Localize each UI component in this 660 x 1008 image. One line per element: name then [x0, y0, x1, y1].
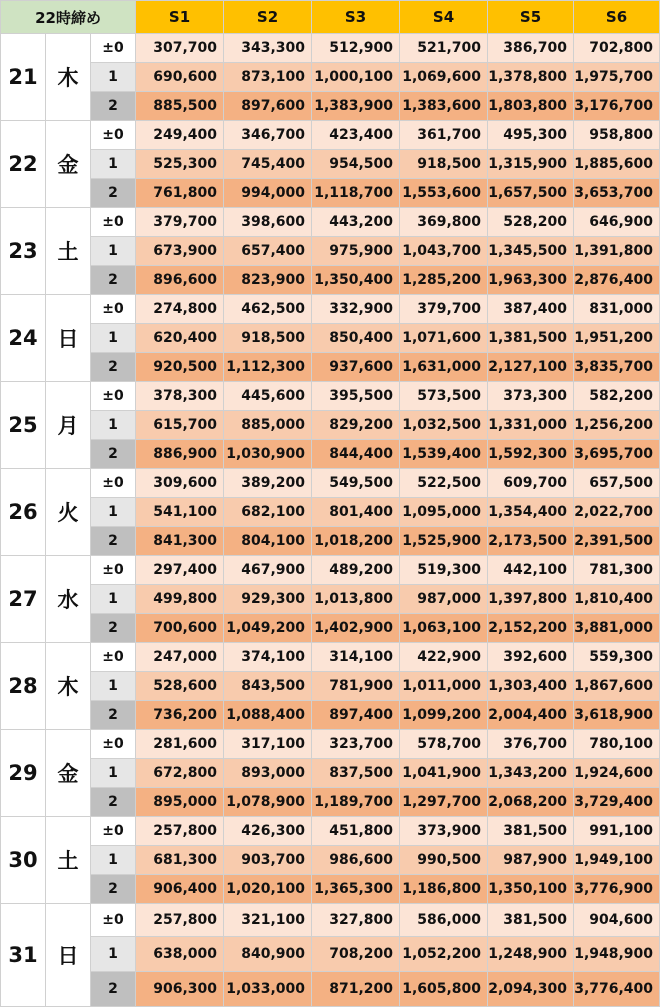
- value-cell-s3: 954,500: [312, 150, 400, 179]
- value-cell-s5: 1,592,300: [488, 440, 574, 469]
- value-cell-s6: 1,949,100: [574, 846, 660, 875]
- value-cell-s4: 578,700: [400, 730, 488, 759]
- value-cell-s3: 1,350,400: [312, 266, 400, 295]
- value-cell-s5: 1,803,800: [488, 92, 574, 121]
- value-cell-s4: 1,011,000: [400, 672, 488, 701]
- value-cell-s4: 1,539,400: [400, 440, 488, 469]
- value-cell-s2: 426,300: [224, 817, 312, 846]
- value-cell-s3: 844,400: [312, 440, 400, 469]
- tier-label: ±0: [91, 469, 136, 498]
- value-cell-s2: 897,600: [224, 92, 312, 121]
- table-row: [1, 469, 660, 498]
- value-cell-s6: 582,200: [574, 382, 660, 411]
- value-cell-s4: 1,041,900: [400, 759, 488, 788]
- tier-label: 1: [91, 672, 136, 701]
- value-cell-s1: 885,500: [136, 92, 224, 121]
- value-cell-s5: 1,303,400: [488, 672, 574, 701]
- value-cell-s5: 381,500: [488, 817, 574, 846]
- tier-label: 2: [91, 266, 136, 295]
- tier-label: ±0: [91, 730, 136, 759]
- value-cell-s4: 522,500: [400, 469, 488, 498]
- value-cell-s2: 462,500: [224, 295, 312, 324]
- value-cell-s2: 374,100: [224, 643, 312, 672]
- value-cell-s5: 1,397,800: [488, 585, 574, 614]
- table-body: [1, 34, 660, 1007]
- value-cell-s3: 801,400: [312, 498, 400, 527]
- value-cell-s3: 1,018,200: [312, 527, 400, 556]
- weekday: 木: [46, 643, 91, 730]
- value-cell-s6: 2,876,400: [574, 266, 660, 295]
- value-cell-s2: 745,400: [224, 150, 312, 179]
- tier-label: 1: [91, 498, 136, 527]
- value-cell-s1: 528,600: [136, 672, 224, 701]
- tier-label: ±0: [91, 121, 136, 150]
- column-header-s2: S2: [224, 1, 312, 34]
- value-cell-s2: 823,900: [224, 266, 312, 295]
- value-cell-s3: 443,200: [312, 208, 400, 237]
- value-cell-s4: 1,052,200: [400, 937, 488, 972]
- value-cell-s3: 986,600: [312, 846, 400, 875]
- day-number: 29: [1, 730, 46, 817]
- value-cell-s1: 247,000: [136, 643, 224, 672]
- table-row: [1, 179, 660, 208]
- value-cell-s2: 343,300: [224, 34, 312, 63]
- value-cell-s6: 2,022,700: [574, 498, 660, 527]
- value-cell-s3: 323,700: [312, 730, 400, 759]
- value-cell-s4: 1,095,000: [400, 498, 488, 527]
- value-cell-s1: 920,500: [136, 353, 224, 382]
- value-cell-s1: 906,300: [136, 972, 224, 1007]
- value-cell-s6: 3,881,000: [574, 614, 660, 643]
- value-cell-s6: 3,729,400: [574, 788, 660, 817]
- value-cell-s6: 3,695,700: [574, 440, 660, 469]
- value-cell-s3: 937,600: [312, 353, 400, 382]
- value-cell-s1: 736,200: [136, 701, 224, 730]
- tier-label: 2: [91, 788, 136, 817]
- weekday: 月: [46, 382, 91, 469]
- value-cell-s3: 1,000,100: [312, 63, 400, 92]
- value-cell-s3: 489,200: [312, 556, 400, 585]
- value-cell-s5: 1,354,400: [488, 498, 574, 527]
- table-row: [1, 411, 660, 440]
- table-row: [1, 817, 660, 846]
- table-row: [1, 324, 660, 353]
- value-cell-s4: 1,069,600: [400, 63, 488, 92]
- day-number: 27: [1, 556, 46, 643]
- value-cell-s2: 843,500: [224, 672, 312, 701]
- tier-label: ±0: [91, 382, 136, 411]
- table-row: [1, 643, 660, 672]
- value-cell-s2: 657,400: [224, 237, 312, 266]
- value-cell-s4: 1,383,600: [400, 92, 488, 121]
- value-cell-s3: 781,900: [312, 672, 400, 701]
- value-cell-s3: 1,013,800: [312, 585, 400, 614]
- value-cell-s3: 1,402,900: [312, 614, 400, 643]
- tier-label: 2: [91, 972, 136, 1007]
- value-cell-s4: 519,300: [400, 556, 488, 585]
- day-number: 30: [1, 817, 46, 904]
- value-cell-s2: 1,078,900: [224, 788, 312, 817]
- value-cell-s3: 423,400: [312, 121, 400, 150]
- tier-label: 2: [91, 875, 136, 904]
- tier-label: 2: [91, 614, 136, 643]
- value-cell-s5: 2,004,400: [488, 701, 574, 730]
- value-cell-s5: 1,378,800: [488, 63, 574, 92]
- value-cell-s5: 609,700: [488, 469, 574, 498]
- value-cell-s6: 3,776,400: [574, 972, 660, 1007]
- table-row: [1, 237, 660, 266]
- value-cell-s2: 804,100: [224, 527, 312, 556]
- value-cell-s5: 1,248,900: [488, 937, 574, 972]
- value-cell-s4: 369,800: [400, 208, 488, 237]
- table-row: [1, 208, 660, 237]
- value-cell-s2: 994,000: [224, 179, 312, 208]
- weekday: 金: [46, 730, 91, 817]
- deadline-label: 22時締め: [1, 1, 136, 34]
- value-cell-s6: 657,500: [574, 469, 660, 498]
- value-cell-s1: 307,700: [136, 34, 224, 63]
- value-cell-s5: 1,963,300: [488, 266, 574, 295]
- value-cell-s3: 395,500: [312, 382, 400, 411]
- value-cell-s2: 929,300: [224, 585, 312, 614]
- value-cell-s1: 690,600: [136, 63, 224, 92]
- table-row: [1, 556, 660, 585]
- value-cell-s6: 1,256,200: [574, 411, 660, 440]
- table-row: [1, 34, 660, 63]
- header-row: [1, 1, 660, 34]
- value-cell-s1: 541,100: [136, 498, 224, 527]
- tier-label: 2: [91, 527, 136, 556]
- table-row: [1, 63, 660, 92]
- value-cell-s6: 1,924,600: [574, 759, 660, 788]
- value-cell-s6: 1,975,700: [574, 63, 660, 92]
- value-cell-s5: 442,100: [488, 556, 574, 585]
- value-cell-s5: 1,343,200: [488, 759, 574, 788]
- value-cell-s6: 991,100: [574, 817, 660, 846]
- value-cell-s5: 495,300: [488, 121, 574, 150]
- value-cell-s2: 445,600: [224, 382, 312, 411]
- value-cell-s3: 1,365,300: [312, 875, 400, 904]
- tier-label: ±0: [91, 556, 136, 585]
- table-row: [1, 614, 660, 643]
- table-row: [1, 846, 660, 875]
- value-cell-s2: 873,100: [224, 63, 312, 92]
- value-cell-s3: 549,500: [312, 469, 400, 498]
- table-row: [1, 353, 660, 382]
- value-cell-s5: 2,127,100: [488, 353, 574, 382]
- value-cell-s3: 837,500: [312, 759, 400, 788]
- value-cell-s6: 831,000: [574, 295, 660, 324]
- value-cell-s1: 841,300: [136, 527, 224, 556]
- table-row: [1, 266, 660, 295]
- value-cell-s3: 1,383,900: [312, 92, 400, 121]
- value-cell-s4: 573,500: [400, 382, 488, 411]
- value-cell-s1: 681,300: [136, 846, 224, 875]
- value-cell-s3: 332,900: [312, 295, 400, 324]
- tier-label: 1: [91, 63, 136, 92]
- value-cell-s1: 499,800: [136, 585, 224, 614]
- value-cell-s2: 885,000: [224, 411, 312, 440]
- value-cell-s6: 646,900: [574, 208, 660, 237]
- day-number: 22: [1, 121, 46, 208]
- weekday: 金: [46, 121, 91, 208]
- value-cell-s1: 274,800: [136, 295, 224, 324]
- table-row: [1, 672, 660, 701]
- table-row: [1, 972, 660, 1007]
- value-cell-s2: 398,600: [224, 208, 312, 237]
- tier-label: 1: [91, 937, 136, 972]
- column-header-s1: S1: [136, 1, 224, 34]
- value-cell-s5: 376,700: [488, 730, 574, 759]
- value-cell-s6: 2,391,500: [574, 527, 660, 556]
- tier-label: 2: [91, 92, 136, 121]
- value-cell-s5: 1,315,900: [488, 150, 574, 179]
- table-row: [1, 937, 660, 972]
- value-cell-s1: 761,800: [136, 179, 224, 208]
- tier-label: 2: [91, 440, 136, 469]
- value-cell-s2: 1,030,900: [224, 440, 312, 469]
- value-cell-s6: 780,100: [574, 730, 660, 759]
- value-cell-s5: 528,200: [488, 208, 574, 237]
- value-cell-s3: 829,200: [312, 411, 400, 440]
- tier-label: 1: [91, 759, 136, 788]
- value-cell-s6: 1,951,200: [574, 324, 660, 353]
- value-cell-s3: 871,200: [312, 972, 400, 1007]
- value-cell-s4: 586,000: [400, 904, 488, 937]
- weekday: 水: [46, 556, 91, 643]
- day-number: 25: [1, 382, 46, 469]
- value-cell-s4: 1,043,700: [400, 237, 488, 266]
- value-cell-s3: 897,400: [312, 701, 400, 730]
- value-cell-s5: 392,600: [488, 643, 574, 672]
- value-cell-s5: 987,900: [488, 846, 574, 875]
- value-cell-s2: 321,100: [224, 904, 312, 937]
- value-cell-s3: 708,200: [312, 937, 400, 972]
- tier-label: ±0: [91, 295, 136, 324]
- value-cell-s1: 378,300: [136, 382, 224, 411]
- column-header-s6: S6: [574, 1, 660, 34]
- value-cell-s2: 682,100: [224, 498, 312, 527]
- value-cell-s6: 958,800: [574, 121, 660, 150]
- value-cell-s5: 381,500: [488, 904, 574, 937]
- day-number: 26: [1, 469, 46, 556]
- value-cell-s4: 1,032,500: [400, 411, 488, 440]
- value-cell-s1: 309,600: [136, 469, 224, 498]
- value-cell-s1: 257,800: [136, 904, 224, 937]
- value-cell-s3: 850,400: [312, 324, 400, 353]
- tier-label: 1: [91, 846, 136, 875]
- weekday: 土: [46, 817, 91, 904]
- value-cell-s1: 638,000: [136, 937, 224, 972]
- value-cell-s4: 987,000: [400, 585, 488, 614]
- column-header-s5: S5: [488, 1, 574, 34]
- value-cell-s3: 1,118,700: [312, 179, 400, 208]
- column-header-s3: S3: [312, 1, 400, 34]
- value-cell-s1: 615,700: [136, 411, 224, 440]
- value-cell-s6: 1,391,800: [574, 237, 660, 266]
- tier-label: 1: [91, 237, 136, 266]
- value-cell-s6: 702,800: [574, 34, 660, 63]
- value-cell-s1: 281,600: [136, 730, 224, 759]
- table-row: [1, 730, 660, 759]
- value-cell-s1: 886,900: [136, 440, 224, 469]
- day-number: 23: [1, 208, 46, 295]
- table-row: [1, 701, 660, 730]
- tier-label: 1: [91, 324, 136, 353]
- value-cell-s5: 387,400: [488, 295, 574, 324]
- value-cell-s1: 525,300: [136, 150, 224, 179]
- value-cell-s5: 1,331,000: [488, 411, 574, 440]
- value-cell-s2: 1,049,200: [224, 614, 312, 643]
- value-cell-s4: 990,500: [400, 846, 488, 875]
- value-cell-s6: 3,618,900: [574, 701, 660, 730]
- table-row: [1, 121, 660, 150]
- value-cell-s6: 1,885,600: [574, 150, 660, 179]
- table-row: [1, 498, 660, 527]
- value-cell-s5: 2,068,200: [488, 788, 574, 817]
- value-cell-s2: 918,500: [224, 324, 312, 353]
- table-row: [1, 585, 660, 614]
- value-cell-s1: 297,400: [136, 556, 224, 585]
- value-cell-s2: 346,700: [224, 121, 312, 150]
- tier-label: 1: [91, 150, 136, 179]
- value-cell-s6: 1,810,400: [574, 585, 660, 614]
- value-cell-s6: 781,300: [574, 556, 660, 585]
- value-cell-s2: 1,112,300: [224, 353, 312, 382]
- value-cell-s1: 895,000: [136, 788, 224, 817]
- value-cell-s1: 700,600: [136, 614, 224, 643]
- tier-label: 2: [91, 179, 136, 208]
- value-cell-s4: 1,071,600: [400, 324, 488, 353]
- value-cell-s2: 467,900: [224, 556, 312, 585]
- value-cell-s4: 1,631,000: [400, 353, 488, 382]
- value-cell-s3: 451,800: [312, 817, 400, 846]
- value-cell-s5: 1,345,500: [488, 237, 574, 266]
- day-number: 31: [1, 904, 46, 1007]
- value-cell-s2: 1,088,400: [224, 701, 312, 730]
- value-cell-s1: 896,600: [136, 266, 224, 295]
- value-cell-s5: 1,381,500: [488, 324, 574, 353]
- value-cell-s4: 361,700: [400, 121, 488, 150]
- value-cell-s1: 672,800: [136, 759, 224, 788]
- value-cell-s5: 2,152,200: [488, 614, 574, 643]
- value-cell-s4: 379,700: [400, 295, 488, 324]
- value-cell-s3: 314,100: [312, 643, 400, 672]
- tier-label: 2: [91, 701, 136, 730]
- value-cell-s6: 3,776,900: [574, 875, 660, 904]
- value-cell-s1: 620,400: [136, 324, 224, 353]
- table-row: [1, 759, 660, 788]
- value-cell-s6: 3,176,700: [574, 92, 660, 121]
- value-cell-s1: 906,400: [136, 875, 224, 904]
- table-row: [1, 382, 660, 411]
- weekday: 土: [46, 208, 91, 295]
- tier-label: ±0: [91, 34, 136, 63]
- table-row: [1, 527, 660, 556]
- tier-label: ±0: [91, 904, 136, 937]
- table-row: [1, 904, 660, 937]
- value-cell-s4: 918,500: [400, 150, 488, 179]
- value-cell-s5: 386,700: [488, 34, 574, 63]
- value-cell-s2: 317,100: [224, 730, 312, 759]
- weekday: 木: [46, 34, 91, 121]
- value-cell-s6: 3,653,700: [574, 179, 660, 208]
- value-cell-s6: 904,600: [574, 904, 660, 937]
- weekday: 日: [46, 295, 91, 382]
- value-cell-s1: 379,700: [136, 208, 224, 237]
- value-cell-s4: 373,900: [400, 817, 488, 846]
- value-cell-s1: 249,400: [136, 121, 224, 150]
- table-row: [1, 92, 660, 121]
- value-cell-s4: 1,063,100: [400, 614, 488, 643]
- day-number: 21: [1, 34, 46, 121]
- value-cell-s3: 975,900: [312, 237, 400, 266]
- value-cell-s6: 1,867,600: [574, 672, 660, 701]
- value-cell-s3: 1,189,700: [312, 788, 400, 817]
- value-cell-s6: 559,300: [574, 643, 660, 672]
- value-cell-s4: 1,297,700: [400, 788, 488, 817]
- table-row: [1, 295, 660, 324]
- value-cell-s4: 521,700: [400, 34, 488, 63]
- weekday: 日: [46, 904, 91, 1007]
- value-cell-s4: 422,900: [400, 643, 488, 672]
- tier-label: 1: [91, 411, 136, 440]
- day-number: 24: [1, 295, 46, 382]
- value-cell-s5: 2,173,500: [488, 527, 574, 556]
- value-cell-s4: 1,605,800: [400, 972, 488, 1007]
- tier-label: 2: [91, 353, 136, 382]
- value-cell-s6: 3,835,700: [574, 353, 660, 382]
- table-row: [1, 440, 660, 469]
- tier-label: ±0: [91, 208, 136, 237]
- value-cell-s2: 840,900: [224, 937, 312, 972]
- value-cell-s3: 327,800: [312, 904, 400, 937]
- tier-label: 1: [91, 585, 136, 614]
- value-cell-s5: 1,350,100: [488, 875, 574, 904]
- table-row: [1, 788, 660, 817]
- tier-label: ±0: [91, 643, 136, 672]
- value-cell-s2: 903,700: [224, 846, 312, 875]
- value-cell-s4: 1,525,900: [400, 527, 488, 556]
- value-cell-s1: 257,800: [136, 817, 224, 846]
- tier-label: ±0: [91, 817, 136, 846]
- table-row: [1, 150, 660, 179]
- day-number: 28: [1, 643, 46, 730]
- value-cell-s5: 2,094,300: [488, 972, 574, 1007]
- value-cell-s4: 1,186,800: [400, 875, 488, 904]
- value-cell-s2: 1,020,100: [224, 875, 312, 904]
- value-cell-s3: 512,900: [312, 34, 400, 63]
- value-cell-s4: 1,285,200: [400, 266, 488, 295]
- table-row: [1, 875, 660, 904]
- value-cell-s5: 373,300: [488, 382, 574, 411]
- value-cell-s2: 893,000: [224, 759, 312, 788]
- column-header-s4: S4: [400, 1, 488, 34]
- value-cell-s5: 1,657,500: [488, 179, 574, 208]
- value-cell-s6: 1,948,900: [574, 937, 660, 972]
- value-cell-s2: 1,033,000: [224, 972, 312, 1007]
- value-cell-s1: 673,900: [136, 237, 224, 266]
- value-cell-s4: 1,099,200: [400, 701, 488, 730]
- value-cell-s2: 389,200: [224, 469, 312, 498]
- weekday: 火: [46, 469, 91, 556]
- value-cell-s4: 1,553,600: [400, 179, 488, 208]
